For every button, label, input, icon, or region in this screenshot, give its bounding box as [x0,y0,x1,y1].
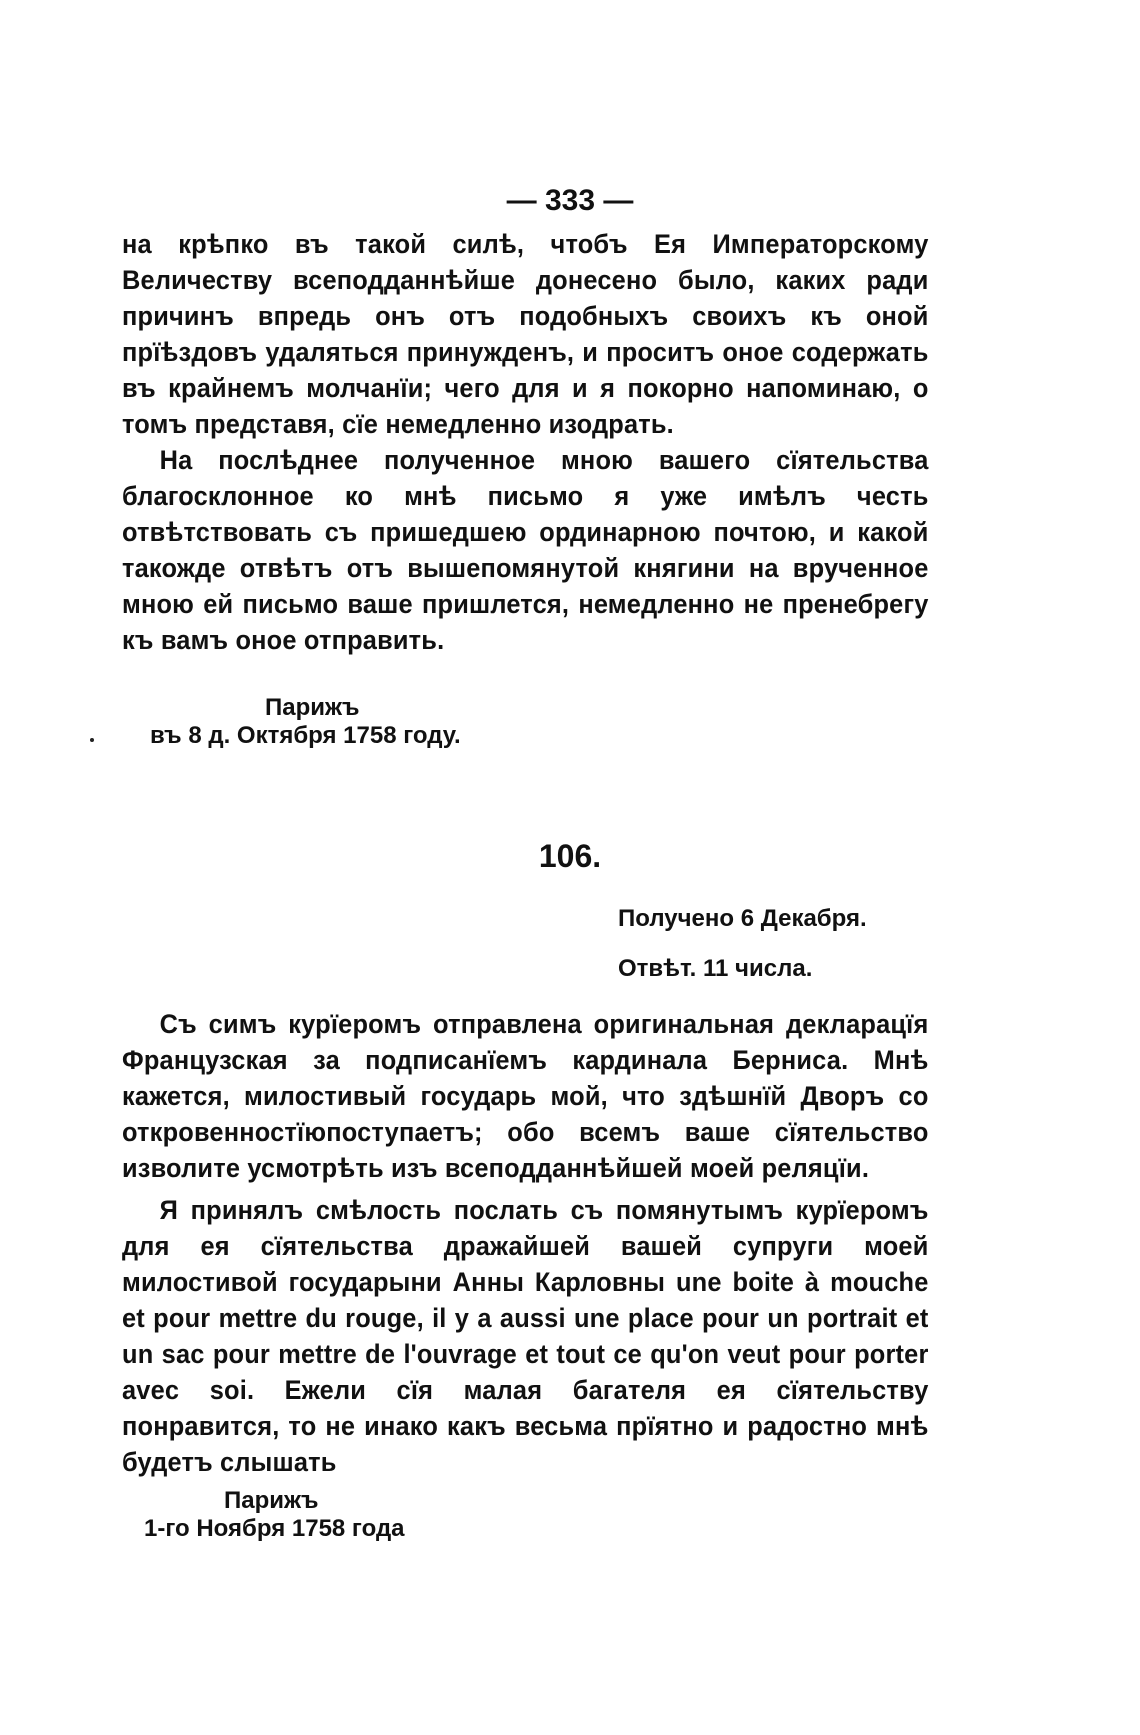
paragraph: Я принялъ смѣлость послать съ помянутымъ курїеромъ для ея сїятельства дражайшей вашей супруги моей милостивой государыни Анны Карловны une boite à mouche et pour mettre du rouge, il y a aussi une place pour un portrait et un sac pour mettre de l'ouvrage et tout ce qu'on veut pour porter avec soi. Ежели сїя малая багателя ея сїятельству понравитcя, то не инако какъ весьма прїятно и радостно мнѣ будетъ слышать [122,1195,929,1477]
letter-continuation [122,226,929,658]
paragraph: на крѣпко въ такой силѣ, чтобъ Ея Императорскому Величеству всеподданнѣйше донесено было, каких ради причинъ впредь онъ отъ подобныхъ своихъ къ оной прїѣздовъ удаляться принужденъ, и проситъ оное содержать въ крайнемъ молчанїи; чего для и я покорно напоминаю, о томъ представя, сїе немедленно изодрать. [122,229,929,439]
signature-block [144,1487,405,1543]
letter-date: 1-го Ноября 1758 года [144,1515,405,1542]
paragraph: На послѣднее полученное мною вашего сїятельства благосклонное ко мнѣ письмо я уже имѣлъ честь отвѣтствовать съ пришедшею ординарною почтою, и какой такожде отвѣтъ отъ вышепомянутой княгини на врученное мною ей письмо ваше пришлется, немедленно не пренебрегу къ вамъ оное отправить. [122,445,929,655]
answered-note: Отвѣт. 11 числа. [618,955,813,982]
place-name: Парижъ [265,694,360,721]
print-speck [90,738,94,742]
page-number: — 333 — [506,184,634,217]
letter-body [122,1006,929,1480]
letter-date: въ 8 д. Октября 1758 году. [150,722,461,749]
signature-block [150,694,461,750]
place-name: Парижъ [224,1487,319,1514]
letter-number: 106. [538,838,602,874]
received-note: Получено 6 Декабря. [618,905,867,932]
paragraph: Съ симъ курїеромъ отправлена оригинальная декларацїя Французская за подписанїемъ кардинала Берниса. Мнѣ кажется, милостивый государь мой, что здѣшнїй Дворъ со откровенностїюпоступаетъ; обо всемъ ваше сїятельство изволите усмотрѣть изъ всеподданнѣйшей моей реляцїи. [122,1009,929,1183]
